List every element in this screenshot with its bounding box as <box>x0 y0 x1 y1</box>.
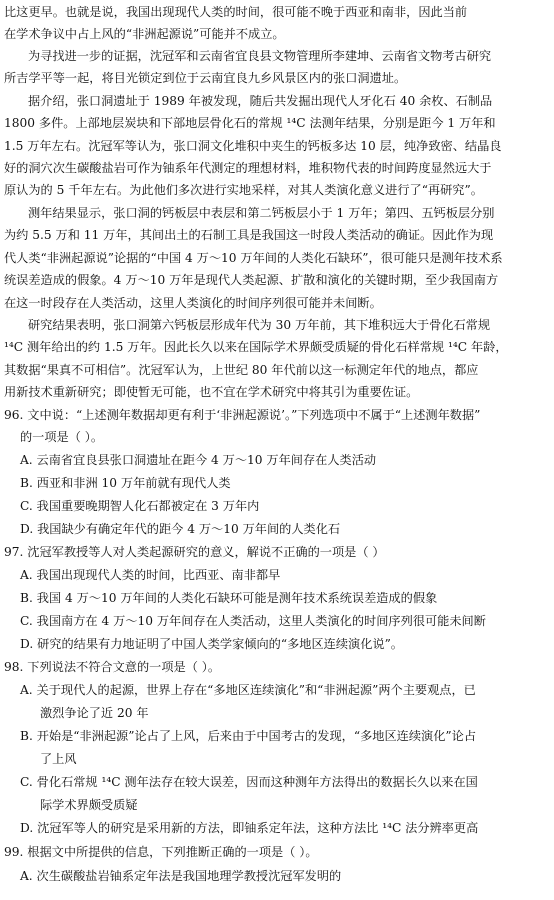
paragraph-line: ¹⁴C 测年给出的约 1.5 万年。因此长久以来在国际学术界颇受质疑的骨化石样常规 ¹⁴C 年龄， <box>4 340 508 354</box>
paragraph-line: 据介绍，张口洞遗址于 1989 年被发现，随后共发掘出现代人牙化石 40 余枚、石制品 <box>28 94 493 108</box>
option-d: D. 沈冠军等人的研究是采用新的方法，即铀系定年法，这种方法比 ¹⁴C 法分辨率更高 <box>20 821 479 835</box>
option-a: A. 我国出现现代人类的时间，比西亚、南非都早 <box>20 568 281 582</box>
paragraph-line: 研究结果表明，张口洞第六钙板层形成年代为 30 万年前，其下堆积远大于骨化石常规 <box>28 318 491 332</box>
option-a: A. 次生碳酸盐岩铀系定年法是我国地理学教授沈冠军发明的 <box>20 869 342 883</box>
paragraph-line: 用新技术重新研究；即使暂无可能，也不宜在学术研究中将其引为重要佐证。 <box>4 385 419 399</box>
option-d: D. 我国缺少有确定年代的距今 4 万～10 万年间的人类化石 <box>20 522 341 536</box>
option-b: B. 开始是“非洲起源”论占了上风，后来由于中国考古的发现，“多地区连续演化”论占 <box>20 729 477 743</box>
paragraph-line: 在这一时段存在人类活动，这里人类演化的时间序列很可能并未间断。 <box>4 296 382 310</box>
option-c: C. 我国南方在 4 万～10 万年间存在人类活动，这里人类演化的时间序列很可能未间断 <box>20 614 486 628</box>
paragraph-line: 原认为的 5 千年左右。为此他们多次进行实地采样，对其人类演化意义进行了“再研究”。 <box>4 183 483 197</box>
option-c: C. 我国重要晚期智人化石都被定在 3 万年内 <box>20 499 260 513</box>
option-c: C. 骨化石常规 ¹⁴C 测年法存在较大误差，因而这种测年方法得出的数据长久以来在国 <box>20 775 478 789</box>
paragraph-line: 统误差造成的假象。4 万～10 万年是现代人类起源、扩散和演化的关键时期，至少我国南方 <box>4 273 499 287</box>
paragraph-line: 好的洞穴次生碳酸盐岩可作为铀系年代测定的理想材料，堆积物代表的时间跨度显然远大于 <box>4 161 492 175</box>
paragraph-line: 测年结果显示，张口洞的钙板层中表层和第二钙板层小于 1 万年；第四、五钙板层分别 <box>28 206 495 220</box>
option-a-cont: 激烈争论了近 20 年 <box>40 706 149 720</box>
paragraph-line: 代人类“非洲起源说”论据的“中国 4 万～10 万年间的人类化石缺环”，很可能只是测年技术系 <box>4 251 503 265</box>
paragraph-line: 其数据“果真不可相信”。沈冠军认为，上世纪 80 年代前以这一标测定年代的地点，都应 <box>4 363 479 377</box>
question-96: 96. 文中说：“上述测年数据却更有利于‘非洲起源说’。”下列选项中不属于“上述测年数据” <box>4 408 481 422</box>
option-a: A. 关于现代人的起源，世界上存在“多地区连续演化”和“非洲起源”两个主要观点，已 <box>20 683 476 697</box>
option-d: D. 研究的结果有力地证明了中国人类学家倾向的“多地区连续演化说”。 <box>20 637 403 651</box>
option-b: B. 我国 4 万～10 万年间的人类化石缺环可能是测年技术系统误差造成的假象 <box>20 591 438 605</box>
paragraph-line: 所吉学平等一起，将目光锁定到位于云南宜良九乡风景区内的张口洞遗址。 <box>4 71 407 85</box>
option-c-cont: 际学术界颇受质疑 <box>40 798 138 812</box>
paragraph-line: 为寻找进一步的证据，沈冠军和云南省宜良县文物管理所李建坤、云南省文物考古研究 <box>28 49 492 63</box>
paragraph-line: 1.5 万年左右。沈冠军等认为，张口洞文化堆积中夹生的钙板多达 10 层，纯净致密、结晶良 <box>4 139 502 153</box>
question-97: 97. 沈冠军教授等人对人类起源研究的意义，解说不正确的一项是（ ） <box>4 545 385 559</box>
question-99: 99. 根据文中所提供的信息，下列推断正确的一项是（ ）。 <box>4 845 318 859</box>
paragraph-line: 比这更早。也就是说，我国出现现代人类的时间，很可能不晚于西亚和南非，因此当前 <box>4 5 468 19</box>
paragraph-line: 在学术争议中占上风的“非洲起源说”可能并不成立。 <box>4 27 285 41</box>
paragraph-line: 1800 多件。上部地层炭块和下部地层骨化石的常规 ¹⁴C 法测年结果，分别是距今 1 万年和 <box>4 116 496 130</box>
question-96-cont: 的一项是（ ）。 <box>20 430 104 444</box>
paragraph-line: 为约 5.5 万和 11 万年，其间出土的石制工具是我国这一时段人类活动的确证。因此作为现 <box>4 228 494 242</box>
question-98: 98. 下列说法不符合文意的一项是（ ）。 <box>4 660 221 674</box>
option-a: A. 云南省宜良县张口洞遗址在距今 4 万～10 万年间存在人类活动 <box>20 453 377 467</box>
option-b-cont: 了上风 <box>40 752 77 766</box>
option-b: B. 西亚和非洲 10 万年前就有现代人类 <box>20 476 231 490</box>
